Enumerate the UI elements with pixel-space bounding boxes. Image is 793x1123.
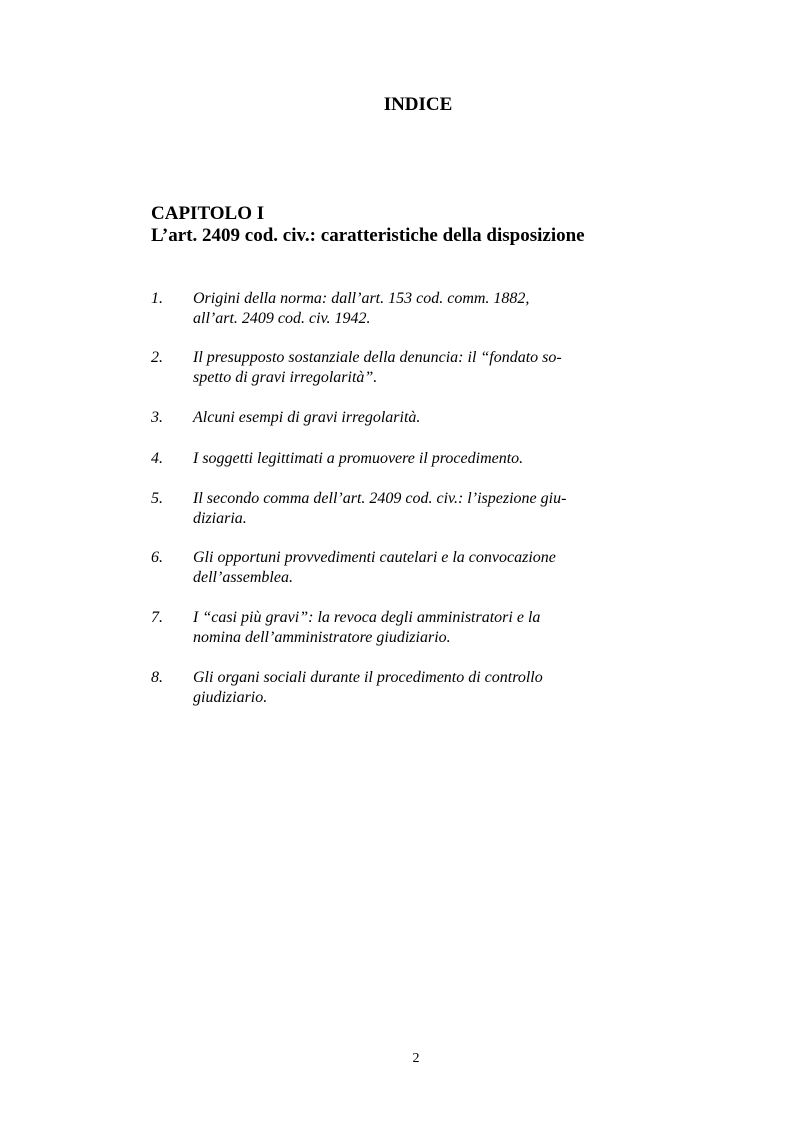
toc-item-text <box>193 668 613 708</box>
toc-item-line: I soggetti legittimati a promuovere il procedimento. <box>193 450 524 467</box>
page-title: INDICE <box>383 94 453 115</box>
toc-item-number: 4. <box>151 450 163 467</box>
toc-item-line: Gli opportuni provvedimenti cautelari e la convocazione <box>193 549 556 566</box>
chapter-subtitle: L’art. 2409 cod. civ.: caratteristiche della disposizione <box>151 225 585 246</box>
toc-item-line: all’art. 2409 cod. civ. 1942. <box>193 310 371 327</box>
toc-item-line: Il presupposto sostanziale della denuncia: il “fondato so- <box>193 349 562 366</box>
toc-item-text <box>193 449 613 469</box>
toc-item-text <box>193 348 613 388</box>
toc-item-line: spetto di gravi irregolarità”. <box>193 369 378 386</box>
toc-item-number: 7. <box>151 609 163 626</box>
toc-item-number: 3. <box>151 409 163 426</box>
toc-item-line: Origini della norma: dall’art. 153 cod. comm. 1882, <box>193 290 530 307</box>
toc-item-number: 2. <box>151 349 163 366</box>
toc-item-line: diziaria. <box>193 510 247 527</box>
toc-item-line: Gli organi sociali durante il procedimento di controllo <box>193 669 543 686</box>
page-number: 2 <box>412 1051 420 1066</box>
toc-item-line: I “casi più gravi”: la revoca degli amministratori e la <box>193 609 541 626</box>
toc-item-text <box>193 289 613 329</box>
toc-item-number: 5. <box>151 490 163 507</box>
toc-item-line: Il secondo comma dell’art. 2409 cod. civ.: l’ispezione giu- <box>193 490 567 507</box>
toc-item-line: giudiziario. <box>193 689 268 706</box>
toc-item-text <box>193 548 613 588</box>
toc-item-line: dell’assemblea. <box>193 569 293 586</box>
toc-item-line: Alcuni esempi di gravi irregolarità. <box>193 409 421 426</box>
toc-item-text <box>193 408 613 428</box>
toc-item-text <box>193 489 613 529</box>
chapter-label: CAPITOLO I <box>151 203 265 224</box>
toc-item-number: 8. <box>151 669 163 686</box>
toc-item-text <box>193 608 613 648</box>
toc-item-number: 1. <box>151 290 163 307</box>
toc-item-number: 6. <box>151 549 163 566</box>
toc-item-line: nomina dell’amministratore giudiziario. <box>193 629 451 646</box>
